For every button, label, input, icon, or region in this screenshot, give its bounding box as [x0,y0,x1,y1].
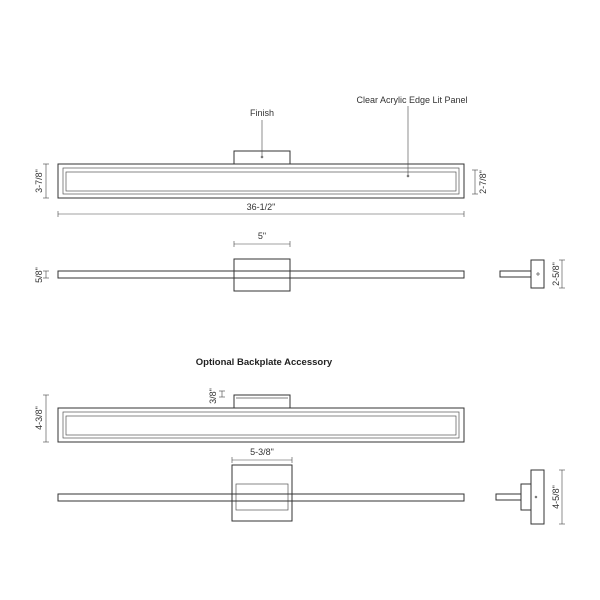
depth-thin-dimension [34,267,49,283]
canopy-top-rect [234,259,290,291]
fixture-outer-rect [58,164,464,198]
backplate-width-label: 5-3/8" [250,447,274,457]
side-view [500,260,565,288]
backplate-top-inner [236,484,288,510]
backplate-outer-rect [58,408,464,442]
backplate-top-outer [232,465,292,521]
backplate-side-arm [496,494,521,500]
backplate-thickness-label: 3/8" [208,388,218,404]
panel-label: Clear Acrylic Edge Lit Panel [356,95,468,105]
depth-thin-label: 5/8" [34,267,44,283]
backplate-side-plate [531,470,544,524]
side-height-label: 2-5/8" [551,262,561,286]
backplate-side-height-label: 4-5/8" [551,485,561,509]
backplate-thickness-dimension [208,388,225,404]
height-overall-label: 3-7/8" [34,169,44,193]
backplate-panel-rect [66,416,456,435]
finish-leader-dot [261,156,263,158]
front-view [34,95,488,217]
acrylic-panel-rect [66,172,456,191]
width-overall-dimension [58,202,464,217]
side-arm [500,271,531,277]
top-view [34,231,464,291]
backplate-front-view [34,388,464,442]
backplate-width-dimension [232,447,292,463]
backplate-top-view [58,447,464,521]
height-panel-label: 2-7/8" [478,170,488,194]
backplate-height-label: 4-3/8" [34,406,44,430]
canopy-width-dimension [234,231,290,247]
width-overall-label: 36-1/2" [246,202,276,212]
backplate-side-view [496,470,565,524]
height-overall-dimension [34,164,49,198]
panel-leader-dot [407,175,409,177]
backplate-canopy-rect [234,395,290,408]
backplate-side-height-dimension [551,470,565,524]
fixture-top-bar [58,271,464,278]
backplate-fixture-top-bar [58,494,464,501]
side-height-dimension [551,260,565,288]
section-title: Optional Backplate Accessory [195,357,333,368]
height-panel-dimension [472,170,488,194]
canopy-width-label: 5" [257,231,267,241]
backplate-height-dimension [34,395,49,442]
finish-label: Finish [249,108,275,118]
backplate-side-canopy [521,484,531,510]
